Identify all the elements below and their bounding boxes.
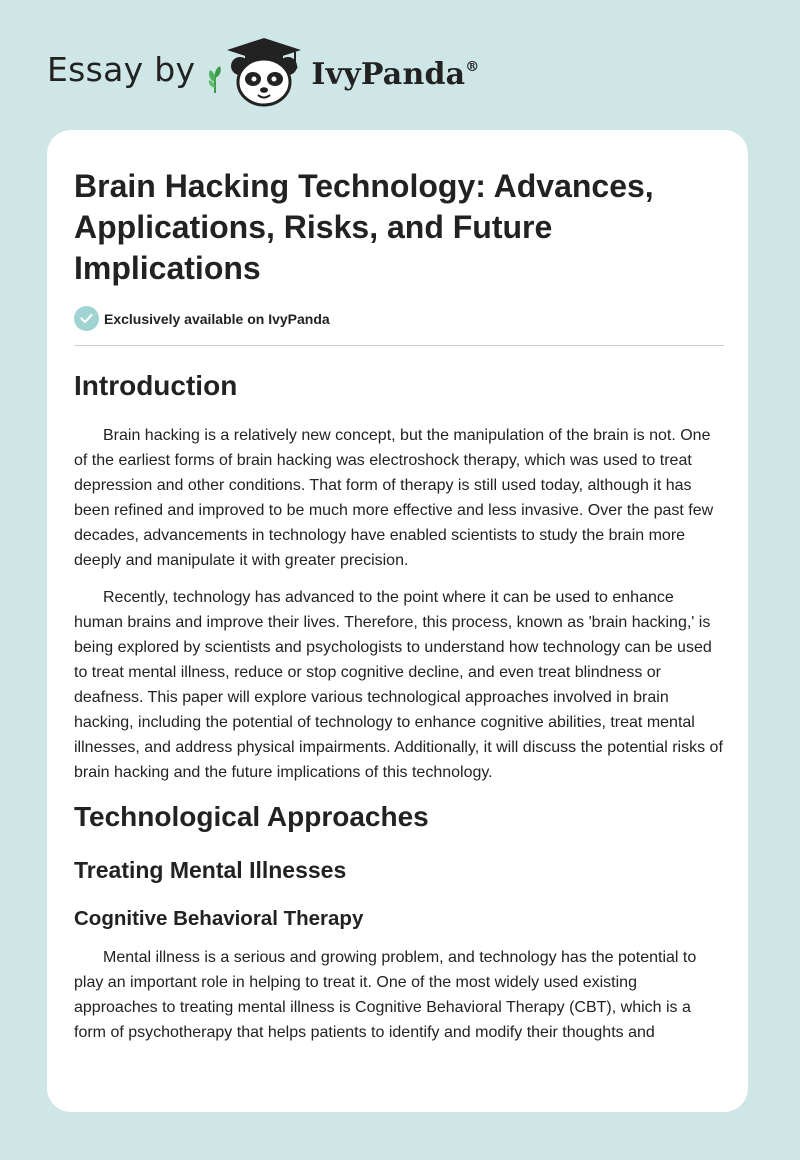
subsection-heading-treating-mental-illnesses: Treating Mental Illnesses [74,857,347,883]
article-card [47,130,748,1112]
brand-name[interactable]: IvyPanda® [311,56,480,92]
paragraph: Recently, technology has advanced to the point where it can be used to enhance human brains and improve their lives. Therefore, this process, known as 'brain hacking,' is being explored by scientists and psychologists to understand how technology can be used to treat mental illness, reduce or stop cognitive decline, and even treat blindness or deafness. This paper will explore various technological approaches involved in brain hacking, including the potential of technology to enhance cognitive abilities, treat mental illnesses, and address physical impairments. Additionally, it will discuss the potential risks of brain hacking and the future implications of this technology. [74,589,723,781]
article-body [74,366,724,1057]
exclusive-badge [74,306,330,331]
site-header [47,36,479,108]
subsection-heading-cbt: Cognitive Behavioral Therapy [74,907,364,930]
check-circle-icon [74,306,99,331]
article-title: Brain Hacking Technology: Advances, Applications, Risks, and Future Implications [74,168,654,286]
paragraph: Brain hacking is a relatively new concept, but the manipulation of the brain is not. One of the earliest forms of brain hacking was electroshock therapy, which was used to treat depression and other conditions. That form of therapy is still used today, although it has been refined and improved to be much more effective and less invasive. Over the past few decades, advancements in technology have enabled scientists to study the brain more deeply and manipulate it with greater precision. [74,427,714,569]
registered-mark: ® [465,58,480,75]
divider [74,345,724,346]
essay-by-label: Essay by [47,49,196,89]
paragraph: Mental illness is a serious and growing problem, and technology has the potential to play an important role in helping to treat it. One of the most widely used existing approaches to treating mental illness is Cognitive Behavioral Therapy (CBT), which is a form of psychotherapy that helps patients to identify and modify their thoughts and [74,949,697,1041]
section-heading-introduction: Introduction [74,370,238,401]
panda-graduate-icon[interactable] [223,36,305,108]
exclusive-label: Exclusively available on IvyPanda [104,310,330,327]
leaf-icon [207,64,223,94]
section-heading-technological-approaches: Technological Approaches [74,801,429,832]
